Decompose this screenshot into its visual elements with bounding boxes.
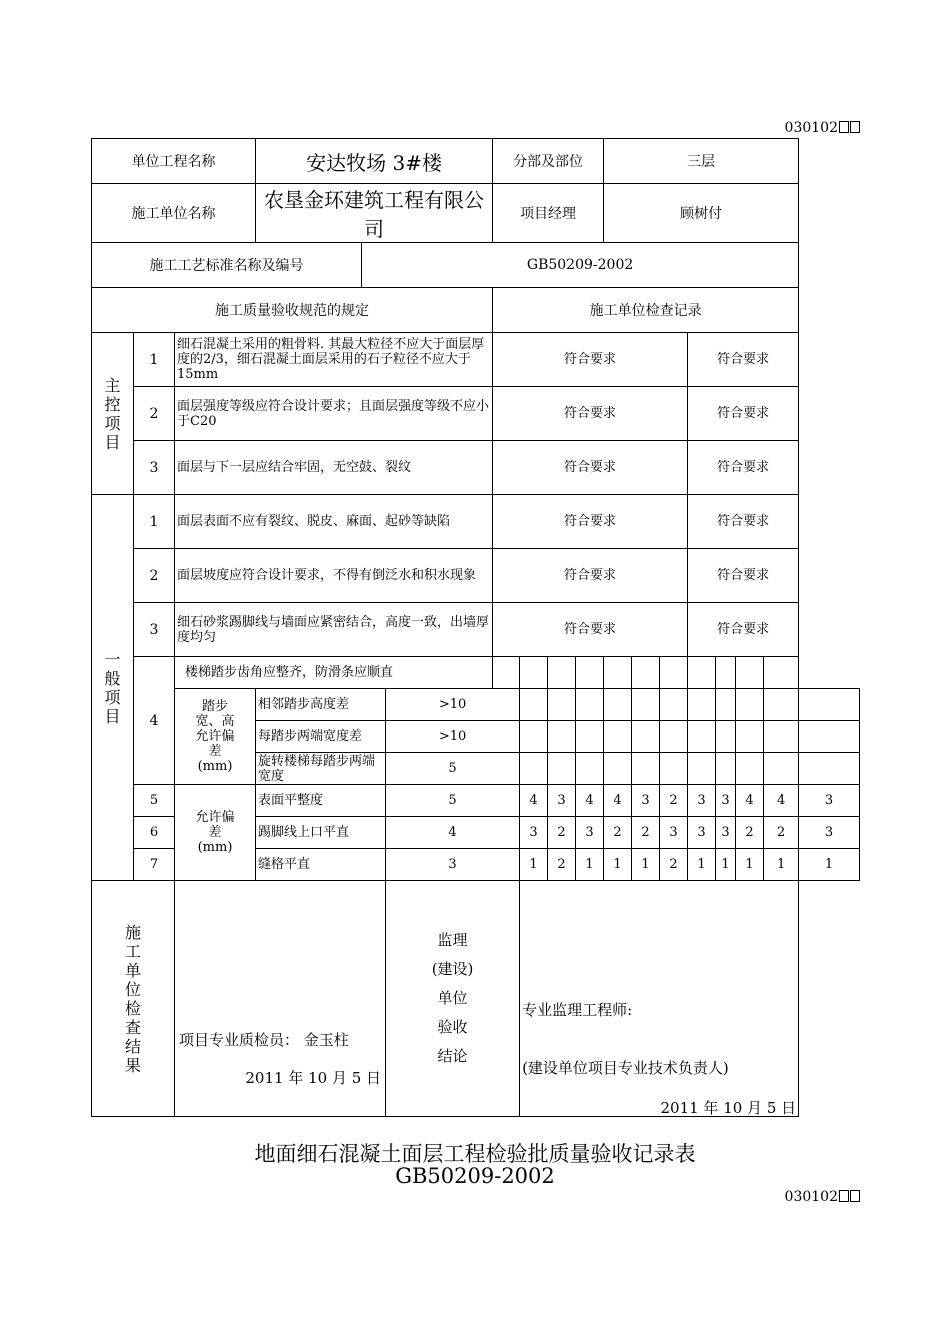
- general-item-result: 符合要求: [688, 549, 799, 603]
- measured-value: 3: [716, 817, 736, 849]
- measured-value: 2: [660, 849, 688, 881]
- form-code-bottom: 030102: [785, 1189, 860, 1205]
- data-cell: [736, 753, 764, 785]
- stair-item-no: 4: [134, 657, 175, 785]
- measured-value: 1: [604, 849, 632, 881]
- project-name-label: 单位工程名称: [92, 139, 256, 184]
- project-name: 安达牧场 3#楼: [256, 139, 493, 184]
- stair-group-label: 踏步宽、高允许偏差(mm): [175, 689, 256, 785]
- acceptance-form: [91, 138, 860, 1117]
- measured-value: 3: [799, 785, 860, 817]
- measured-value: 4: [520, 785, 548, 817]
- data-cell: [520, 721, 548, 753]
- stair-row-name: 旋转楼梯每踏步两端宽度: [256, 753, 386, 785]
- main-item-text: 细石混凝土采用的粗骨料. 其最大粒径不应大于面层厚度的2/3，细石混凝土面层采用的石子粒径不应大于 15mm: [175, 333, 493, 387]
- supervisor-line: 专业监理工程师:: [522, 1001, 633, 1019]
- data-cell: [548, 721, 576, 753]
- data-cell: [764, 689, 799, 721]
- measured-value: 4: [764, 785, 799, 817]
- measured-value: 2: [632, 817, 660, 849]
- data-cell: [799, 721, 860, 753]
- measured-value: 2: [660, 785, 688, 817]
- data-cell: [799, 689, 860, 721]
- contractor-name: 农垦金环建筑工程有限公司: [256, 184, 493, 243]
- contractor-label: 施工单位名称: [92, 184, 256, 243]
- deviation-item-no: 6: [134, 817, 175, 849]
- data-cell: [688, 721, 716, 753]
- data-cell: [660, 657, 688, 689]
- measured-value: 1: [799, 849, 860, 881]
- general-item-result: 符合要求: [493, 549, 688, 603]
- owner-rep-line: (建设单位项目专业技术负责人): [522, 1059, 729, 1077]
- data-cell: [520, 689, 548, 721]
- measured-value: 1: [576, 849, 604, 881]
- data-cell: [716, 657, 736, 689]
- data-cell: [632, 753, 660, 785]
- stair-head-text: 楼梯踏步齿角应整齐，防滑条应顺直: [175, 657, 493, 689]
- data-cell: [632, 657, 660, 689]
- main-item-no: 1: [134, 333, 175, 387]
- division-label: 分部及部位: [493, 139, 604, 184]
- deviation-row-name: 表面平整度: [256, 785, 386, 817]
- main-item-text: 面层强度等级应符合设计要求；且面层强度等级不应小于C20: [175, 387, 493, 441]
- standard-label: 施工工艺标准名称及编号: [92, 243, 362, 288]
- main-item-result: 符合要求: [688, 333, 799, 387]
- data-cell: [736, 721, 764, 753]
- measured-value: 1: [716, 849, 736, 881]
- data-cell: [604, 657, 632, 689]
- general-item-result: 符合要求: [688, 495, 799, 549]
- data-cell: [604, 721, 632, 753]
- measured-value: 3: [576, 817, 604, 849]
- main-items-label: 主控项目: [92, 333, 134, 495]
- standard-code: GB50209-2002: [362, 243, 799, 288]
- data-cell: [764, 753, 799, 785]
- general-item-no: 3: [134, 603, 175, 657]
- general-item-text: 细石砂浆踢脚线与墙面应紧密结合，高度一致，出墙厚度均匀: [175, 603, 493, 657]
- data-cell: [604, 689, 632, 721]
- document-title: 地面细石混凝土面层工程检验批质量验收记录表: [254, 1142, 696, 1166]
- stair-row-name: 相邻踏步高度差: [256, 689, 386, 721]
- measured-value: 1: [688, 849, 716, 881]
- measured-value: 3: [660, 817, 688, 849]
- general-item-no: 1: [134, 495, 175, 549]
- main-item-result: 符合要求: [493, 387, 688, 441]
- measured-value: 3: [716, 785, 736, 817]
- deviation-item-no: 5: [134, 785, 175, 817]
- document-standard: GB50209-2002: [395, 1164, 555, 1188]
- measured-value: 2: [604, 817, 632, 849]
- manager-label: 项目经理: [493, 184, 604, 243]
- data-cell: [764, 721, 799, 753]
- measured-value: 1: [632, 849, 660, 881]
- data-cell: [736, 657, 764, 689]
- deviation-row-name: 踢脚线上口平直: [256, 817, 386, 849]
- main-item-result: 符合要求: [688, 441, 799, 495]
- data-cell: [604, 753, 632, 785]
- main-item-result: 符合要求: [688, 387, 799, 441]
- measured-value: 1: [736, 849, 764, 881]
- data-cell: [688, 753, 716, 785]
- data-cell: [632, 721, 660, 753]
- deviation-item-no: 7: [134, 849, 175, 881]
- stair-row-name: 每踏步两端宽度差: [256, 721, 386, 753]
- general-item-result: 符合要求: [493, 603, 688, 657]
- data-cell: [688, 657, 716, 689]
- measured-value: 3: [548, 785, 576, 817]
- general-item-text: 面层坡度应符合设计要求，不得有倒泛水和积水现象: [175, 549, 493, 603]
- stair-row-tolerance: >10: [386, 689, 520, 721]
- measured-value: 2: [764, 817, 799, 849]
- general-item-no: 2: [134, 549, 175, 603]
- data-cell: [716, 689, 736, 721]
- general-item-result: 符合要求: [493, 495, 688, 549]
- supervision-label: 监理 (建设) 单位 验收 结论: [386, 881, 520, 1117]
- supervision-result-cell: [520, 881, 799, 1117]
- main-item-text: 面层与下一层应结合牢固，无空鼓、裂纹: [175, 441, 493, 495]
- data-cell: [660, 753, 688, 785]
- data-cell: [548, 657, 576, 689]
- stair-row-tolerance: >10: [386, 721, 520, 753]
- data-cell: [576, 753, 604, 785]
- data-cell: [716, 721, 736, 753]
- data-cell: [764, 657, 799, 689]
- spec-column-header: 施工质量验收规范的规定: [92, 288, 493, 333]
- measured-value: 3: [688, 817, 716, 849]
- measured-value: 2: [548, 817, 576, 849]
- record-column-header: 施工单位检查记录: [493, 288, 799, 333]
- data-cell: [660, 721, 688, 753]
- measured-value: 3: [688, 785, 716, 817]
- data-cell: [576, 689, 604, 721]
- data-cell: [660, 689, 688, 721]
- measured-value: 3: [632, 785, 660, 817]
- data-cell: [576, 721, 604, 753]
- data-cell: [493, 657, 520, 689]
- main-item-result: 符合要求: [493, 441, 688, 495]
- data-cell: [632, 689, 660, 721]
- data-cell: [576, 657, 604, 689]
- deviation-row-tolerance: 4: [386, 817, 520, 849]
- general-item-result: 符合要求: [688, 603, 799, 657]
- main-item-no: 3: [134, 441, 175, 495]
- deviation-group-label: 允许偏差(mm): [175, 785, 256, 881]
- measured-value: 4: [576, 785, 604, 817]
- measured-value: 1: [520, 849, 548, 881]
- stair-row-tolerance: 5: [386, 753, 520, 785]
- contractor-result-label: 施工单位检查结果: [92, 881, 175, 1117]
- contractor-result-cell: [175, 881, 386, 1117]
- measured-value: 1: [764, 849, 799, 881]
- measured-value: 2: [548, 849, 576, 881]
- form-code-top: 030102: [785, 120, 860, 136]
- measured-value: 4: [736, 785, 764, 817]
- data-cell: [736, 689, 764, 721]
- deviation-row-tolerance: 5: [386, 785, 520, 817]
- contractor-date: 2011 年 10 月 5 日: [245, 1069, 382, 1087]
- data-cell: [799, 753, 860, 785]
- measured-value: 3: [520, 817, 548, 849]
- data-cell: [520, 657, 548, 689]
- data-cell: [520, 753, 548, 785]
- inspector-line: 项目专业质检员： 金玉柱: [179, 1031, 349, 1049]
- deviation-row-tolerance: 3: [386, 849, 520, 881]
- measured-value: 4: [604, 785, 632, 817]
- main-item-result: 符合要求: [493, 333, 688, 387]
- supervision-date: 2011 年 10 月 5 日: [660, 1099, 797, 1117]
- general-item-text: 面层表面不应有裂纹、脱皮、麻面、起砂等缺陷: [175, 495, 493, 549]
- manager-name: 顾树付: [604, 184, 799, 243]
- general-items-label: 一般项目: [92, 495, 134, 881]
- division-value: 三层: [604, 139, 799, 184]
- deviation-row-name: 缝格平直: [256, 849, 386, 881]
- data-cell: [548, 753, 576, 785]
- data-cell: [716, 753, 736, 785]
- measured-value: 2: [736, 817, 764, 849]
- measured-value: 3: [799, 817, 860, 849]
- main-item-no: 2: [134, 387, 175, 441]
- data-cell: [688, 689, 716, 721]
- data-cell: [548, 689, 576, 721]
